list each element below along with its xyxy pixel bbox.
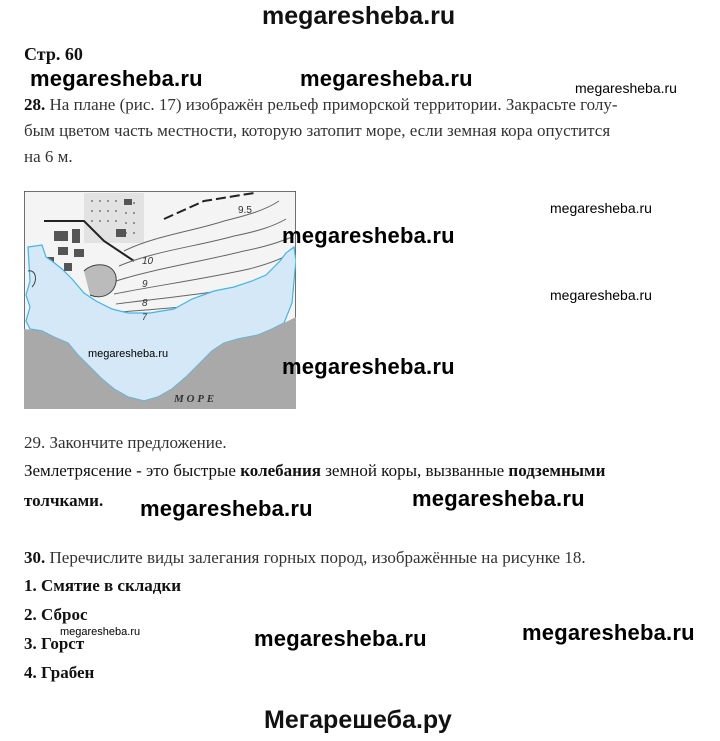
watermark: megaresheba.ru [282, 223, 455, 248]
q28-text-1: На плане (рис. 17) изображён рельеф приморской территории. Закрасьте голу- [49, 95, 618, 114]
watermark: megaresheba.ru [412, 486, 585, 511]
q29-answer-text: Землетрясение - это быстрые [24, 461, 241, 480]
q29-answer-bold: колебания [240, 461, 321, 480]
watermark: megaresheba.ru [30, 66, 203, 91]
watermark: megaresheba.ru [300, 66, 473, 91]
watermark: megaresheba.ru [282, 354, 455, 379]
relief-map [24, 191, 296, 409]
watermark: megaresheba.ru [550, 287, 652, 303]
watermark: megaresheba.ru [88, 348, 169, 360]
contour-label: 7 [142, 312, 148, 322]
watermark: megaresheba.ru [140, 496, 313, 521]
q30-answer-item: 1. Смятие в складки [24, 576, 181, 595]
q28-line-3: на 6 м. [24, 147, 73, 166]
q29-answer-text: земной коры, вызванные [320, 461, 509, 480]
q28-line-2: бым цветом часть местности, которую затопит море, если земная кора опустится [24, 121, 611, 140]
page-ref: Стр. 60 [24, 44, 83, 64]
contour-label: 9.5 [238, 205, 252, 216]
q30-answer-item: 4. Грабен [24, 663, 95, 682]
q29-answer-bold: толчками. [24, 491, 104, 510]
watermark: megaresheba.ru [522, 620, 695, 645]
q29-answer-line-1 [24, 457, 605, 484]
watermark: megaresheba.ru [60, 626, 141, 638]
watermark: megaresheba.ru [550, 200, 652, 216]
watermark: megaresheba.ru [575, 80, 677, 96]
sea-label: М О Р Е [174, 393, 215, 405]
q29-title: 29. Закончите предложение. [24, 433, 227, 452]
q30-number: 30. [24, 548, 46, 567]
site-header[interactable]: megaresheba.ru [262, 2, 456, 30]
q28-line-1 [24, 92, 618, 118]
site-footer[interactable]: Мегарешеба.ру [264, 706, 452, 734]
q30-question [24, 545, 586, 571]
q30-answer-item: 3. Горст [24, 634, 85, 653]
contour-label: 9 [142, 279, 148, 290]
q28-number: 28. [24, 95, 46, 114]
contour-label: 10 [142, 256, 154, 267]
q30-answer-item: 2. Сброс [24, 605, 88, 624]
q29-answer-line-2 [24, 487, 103, 514]
q30-text: Перечислите виды залегания горных пород, изображённые на рисунке 18. [45, 548, 586, 567]
contour-label: 8 [142, 298, 148, 309]
q29-answer-bold: подземными [508, 461, 606, 480]
watermark: megaresheba.ru [254, 626, 427, 651]
